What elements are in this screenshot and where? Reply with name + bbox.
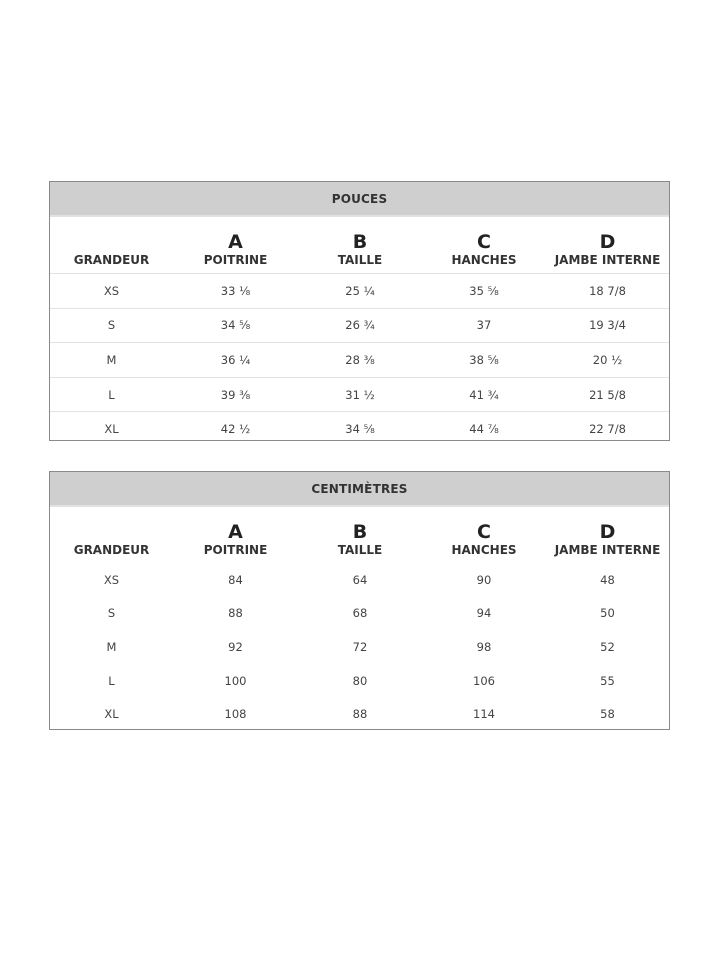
header-letter: A [228, 521, 243, 543]
header-letter: C [477, 231, 491, 253]
cell-waist: 25 ¼ [345, 283, 375, 298]
cell-size: XS [103, 572, 120, 587]
header-label: HANCHES [451, 253, 517, 267]
cell-size: M [106, 352, 117, 367]
cell-chest: 88 [228, 606, 243, 621]
cell-waist: 88 [352, 707, 368, 722]
cell-size: S [107, 606, 116, 621]
header-inseam [546, 217, 669, 273]
cell-inseam: 55 [600, 673, 615, 688]
header-letter: B [352, 521, 368, 543]
cell-hips: 90 [476, 572, 492, 587]
header-hips [422, 507, 546, 563]
cell-waist: 72 [352, 639, 368, 654]
cell-inseam: 58 [600, 707, 615, 722]
header-label: JAMBE INTERNE [554, 543, 661, 557]
cell-inseam: 50 [600, 606, 615, 621]
table-row [50, 563, 669, 597]
cell-chest: 100 [224, 673, 247, 688]
header-letter: B [352, 231, 368, 253]
cell-hips: 35 ⅝ [469, 283, 499, 298]
cell-hips: 37 [476, 318, 492, 333]
header-label: GRANDEUR [73, 253, 150, 267]
table-row [50, 274, 669, 309]
cell-size: XL [104, 422, 119, 437]
size-table-centimeters [49, 471, 670, 730]
header-row [50, 507, 669, 563]
cell-chest: 34 ⅝ [220, 318, 251, 333]
header-waist [298, 507, 422, 563]
header-label: HANCHES [451, 543, 517, 557]
cell-chest: 36 ¼ [220, 352, 251, 367]
header-waist [298, 217, 422, 273]
cell-inseam: 20 ½ [592, 352, 623, 367]
cell-size: S [107, 318, 116, 333]
cell-hips: 44 ⅞ [469, 422, 499, 437]
cell-inseam: 52 [600, 639, 615, 654]
cell-chest: 42 ½ [220, 422, 251, 437]
header-inseam [546, 507, 669, 563]
cell-waist: 31 ½ [345, 387, 375, 402]
cell-waist: 64 [352, 572, 368, 587]
cell-inseam: 19 3/4 [589, 318, 626, 333]
header-chest [173, 217, 298, 273]
header-letter: C [477, 521, 491, 543]
header-label: TAILLE [337, 253, 383, 267]
cell-chest: 84 [228, 572, 243, 587]
cell-waist: 34 ⅝ [345, 422, 375, 437]
size-table-inches [49, 181, 670, 441]
cell-size: L [108, 387, 115, 402]
cell-inseam: 22 7/8 [589, 422, 626, 437]
table-row [50, 597, 669, 631]
cell-hips: 41 ¾ [469, 387, 499, 402]
cell-chest: 92 [228, 639, 243, 654]
cell-size: L [108, 673, 115, 688]
table-title: POUCES [50, 182, 669, 217]
header-row [50, 217, 669, 274]
header-label: POITRINE [203, 543, 268, 557]
cell-hips: 38 ⅝ [469, 352, 499, 367]
cell-waist: 80 [352, 673, 368, 688]
header-chest [173, 507, 298, 563]
table-row [50, 412, 669, 446]
header-size [50, 507, 173, 563]
table-title: CENTIMÈTRES [50, 472, 669, 507]
cell-size: XS [103, 283, 120, 298]
header-letter: D [599, 231, 616, 253]
cell-inseam: 48 [600, 572, 615, 587]
header-hips [422, 217, 546, 273]
cell-waist: 28 ⅜ [345, 352, 375, 367]
cell-inseam: 21 5/8 [589, 387, 626, 402]
cell-chest: 39 ⅜ [220, 387, 251, 402]
cell-size: M [106, 639, 117, 654]
header-letter: D [599, 521, 616, 543]
header-size [50, 217, 173, 273]
table-row [50, 664, 669, 698]
header-letter: A [228, 231, 243, 253]
cell-hips: 94 [476, 606, 492, 621]
cell-hips: 114 [473, 707, 495, 722]
cell-waist: 68 [352, 606, 368, 621]
cell-hips: 106 [473, 673, 495, 688]
table-row [50, 630, 669, 664]
cell-hips: 98 [476, 639, 492, 654]
cell-chest: 33 ⅛ [220, 283, 251, 298]
table-row [50, 697, 669, 731]
header-label: POITRINE [203, 253, 268, 267]
cell-inseam: 18 7/8 [589, 283, 626, 298]
cell-chest: 108 [224, 707, 247, 722]
header-label: TAILLE [337, 543, 383, 557]
header-label: GRANDEUR [73, 543, 150, 557]
table-row [50, 343, 669, 378]
table-row [50, 309, 669, 344]
cell-size: XL [104, 707, 119, 722]
cell-waist: 26 ¾ [345, 318, 375, 333]
header-label: JAMBE INTERNE [554, 253, 661, 267]
table-row [50, 378, 669, 413]
